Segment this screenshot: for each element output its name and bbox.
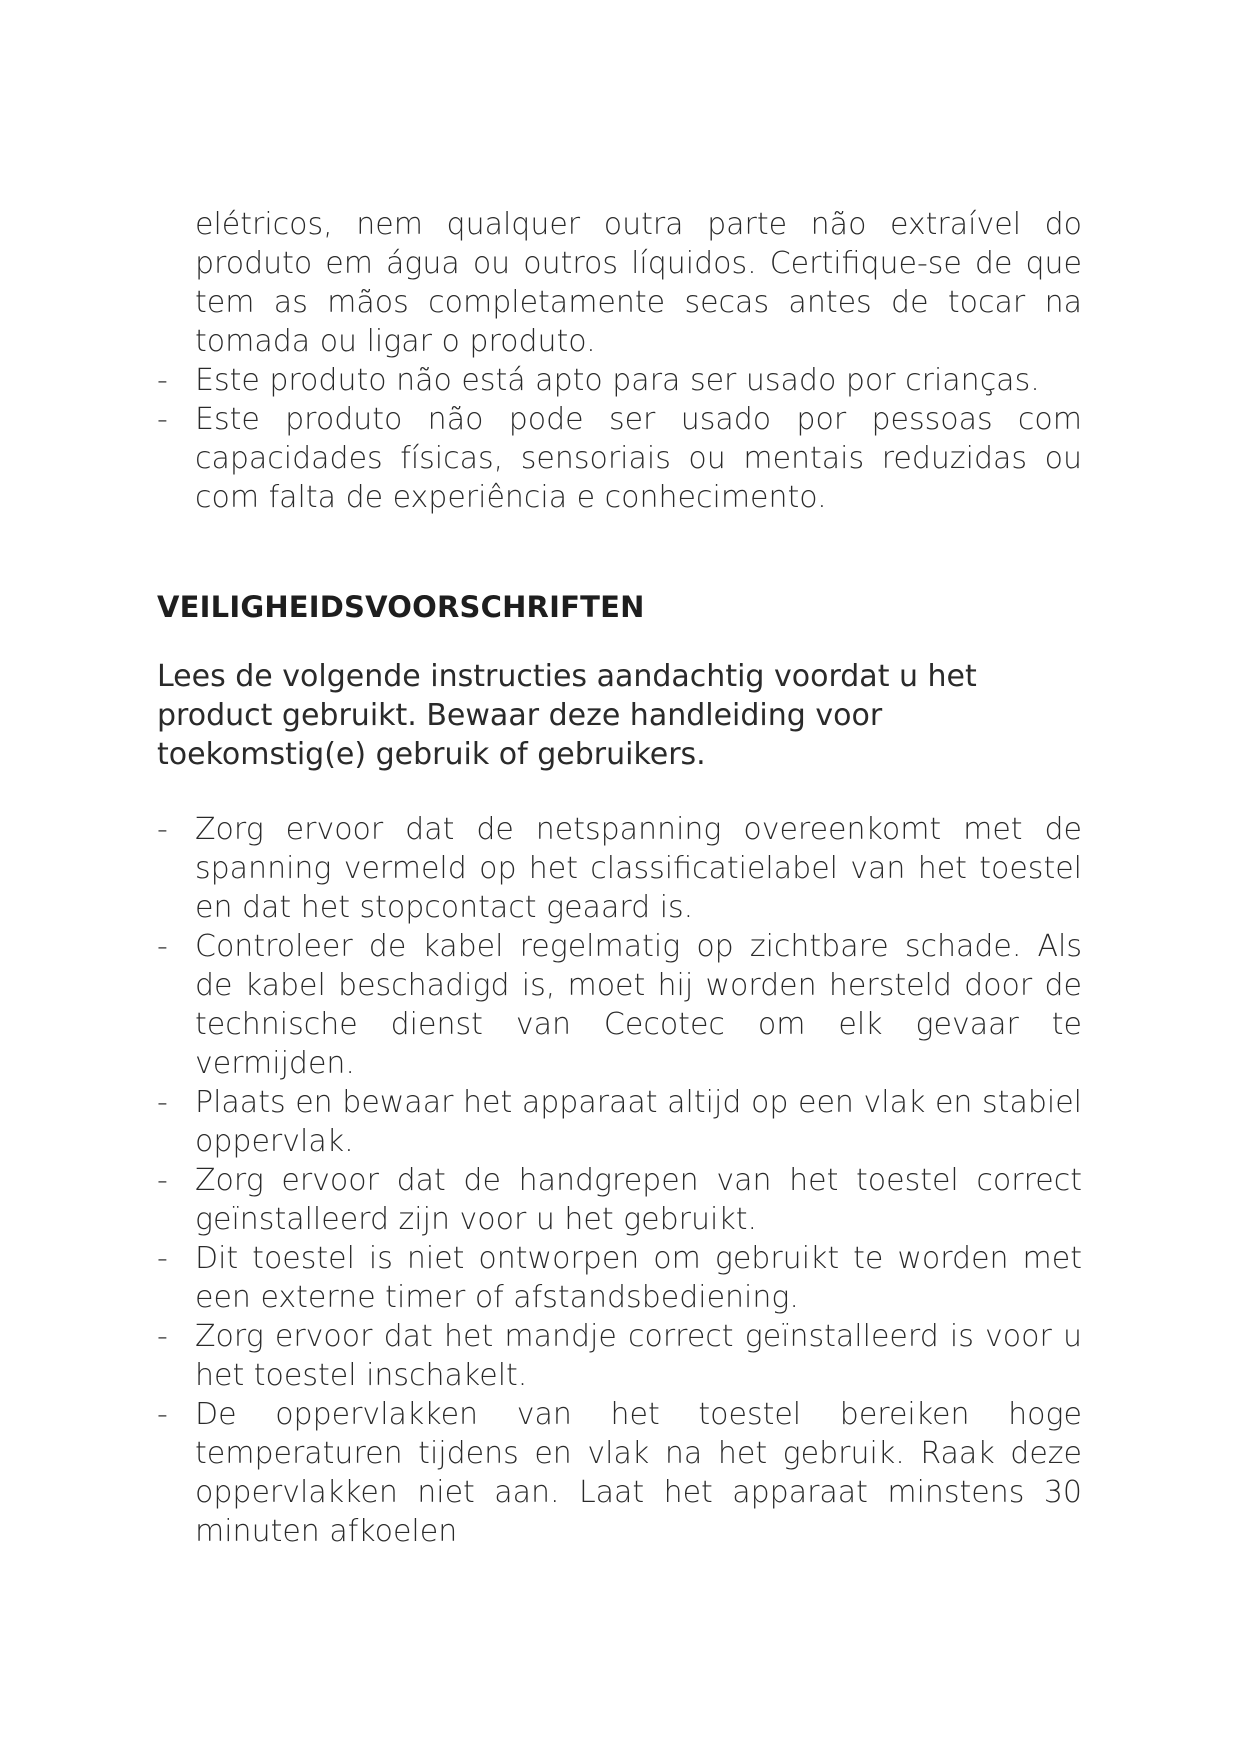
list-item-text: Este produto não pode ser usado por pessoas com capacidades físicas, sensoriais ou mentais reduzidas ou com falta de experiência e conhecimento. xyxy=(195,402,1082,515)
list-item-text: Zorg ervoor dat de netspanning overeenkomt met de spanning vermeld op het classificatielabel van het toestel en dat het stopcontact geaard is. xyxy=(195,812,1082,925)
list-item-text: Controleer de kabel regelmatig op zichtbare schade. Als de kabel beschadigd is, moet hij worden hersteld door de technische dienst van Cecotec om elk gevaar te vermijden. xyxy=(195,929,1082,1081)
list-item xyxy=(157,400,1082,517)
list-item-text: Zorg ervoor dat de handgrepen van het toestel correct geïnstalleerd zijn voor u het gebruikt. xyxy=(195,1163,1082,1237)
list-item-text: De oppervlakken van het toestel bereiken hoge temperaturen tijdens en vlak na het gebruik. Raak deze oppervlakken niet aan. Laat het apparaat minstens 30 minuten afkoelen xyxy=(195,1397,1082,1549)
bullet-dash: - xyxy=(157,363,168,398)
top-safety-list xyxy=(157,205,1082,517)
bullet-dash: - xyxy=(157,1163,168,1198)
list-item-text: Dit toestel is niet ontworpen om gebruikt te worden met een externe timer of afstandsbediening. xyxy=(195,1241,1082,1315)
intro-paragraph: Lees de volgende instructies aandachtig voordat u het product gebruikt. Bewaar deze handleiding voor toekomstig(e) gebruik of gebruikers. xyxy=(157,659,977,772)
continued-item-text: elétricos, nem qualquer outra parte não extraível do produto em água ou outros líquidos. Certifique-se de que tem as mãos completamente secas antes de tocar na tomada ou ligar o produto. xyxy=(195,207,1082,359)
list-item xyxy=(157,810,1082,927)
bullet-dash: - xyxy=(157,929,168,964)
safety-instructions-list xyxy=(157,810,1082,1551)
list-item xyxy=(157,1083,1082,1161)
list-item xyxy=(157,1239,1082,1317)
bullet-dash: - xyxy=(157,1085,168,1120)
list-item-text: Plaats en bewaar het apparaat altijd op een vlak en stabiel oppervlak. xyxy=(195,1085,1082,1159)
bullet-dash: - xyxy=(157,1319,168,1354)
bullet-dash: - xyxy=(157,812,168,847)
list-item-text: Este produto não está apto para ser usado por crianças. xyxy=(195,363,1040,398)
list-item xyxy=(157,927,1082,1083)
list-item xyxy=(157,361,1082,400)
bullet-dash: - xyxy=(157,402,168,437)
bullet-dash: - xyxy=(157,1241,168,1276)
bullet-dash: - xyxy=(157,1397,168,1432)
list-item xyxy=(157,1161,1082,1239)
list-item-text: Zorg ervoor dat het mandje correct geïnstalleerd is voor u het toestel inschakelt. xyxy=(195,1319,1082,1393)
list-item xyxy=(157,1395,1082,1551)
list-item xyxy=(157,1317,1082,1395)
section-heading: VEILIGHEIDSVOORSCHRIFTEN xyxy=(157,590,645,624)
